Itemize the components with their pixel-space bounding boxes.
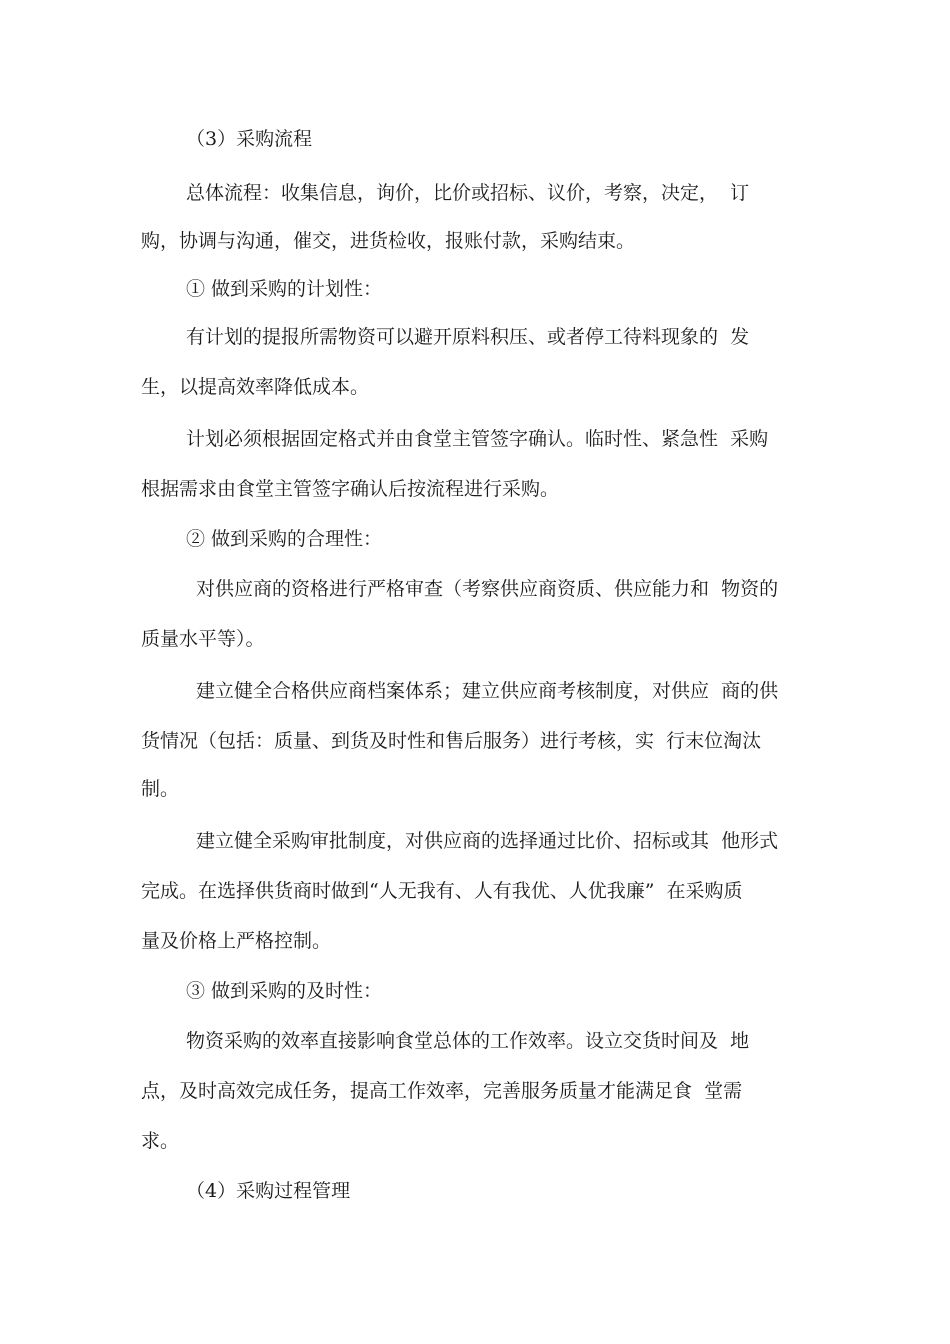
item3-paragraph1-line1: 物资采购的效率直接影响食堂总体的工作效率。设立交货时间及 地: [186, 1030, 750, 1052]
item2-paragraph3-line3: 量及价格上严格控制。: [141, 930, 332, 952]
overall-process-line1: 总体流程：收集信息，询价，比价或招标、议价，考察，决定， 订: [186, 182, 750, 204]
item3-paragraph1-line3: 求。: [141, 1130, 180, 1152]
item2-paragraph3-line1: 建立健全采购审批制度，对供应商的选择通过比价、招标或其 他形式: [196, 830, 779, 852]
item1-heading: ① 做到采购的计划性：: [186, 278, 383, 300]
item2-paragraph2-line1: 建立健全合格供应商档案体系；建立供应商考核制度，对供应 商的供: [196, 680, 779, 702]
item2-heading: ② 做到采购的合理性：: [186, 528, 383, 550]
item1-paragraph2-line2: 根据需求由食堂主管签字确认后按流程进行采购。: [141, 478, 560, 500]
section4-heading: （4）采购过程管理: [186, 1180, 351, 1202]
item3-paragraph1-line2: 点，及时高效完成任务，提高工作效率，完善服务质量才能满足食 堂需: [141, 1080, 743, 1102]
item3-heading: ③ 做到采购的及时性：: [186, 980, 383, 1002]
section3-heading: （3）采购流程: [186, 128, 313, 150]
item2-paragraph2-line3: 制。: [141, 778, 180, 800]
item2-paragraph3-line2: 完成。在选择供货商时做到“人无我有、人有我优、人优我廉” 在采购质: [141, 880, 743, 902]
overall-process-line2: 购，协调与沟通，催交，进货检收，报账付款，采购结束。: [141, 230, 636, 252]
item1-paragraph1-line1: 有计划的提报所需物资可以避开原料积压、或者停工待料现象的 发: [186, 326, 750, 348]
item1-paragraph1-line2: 生，以提高效率降低成本。: [141, 376, 370, 398]
item2-paragraph1-line1: 对供应商的资格进行严格审查（考察供应商资质、供应能力和 物资的: [196, 578, 779, 600]
item2-paragraph2-line2: 货情况（包括：质量、到货及时性和售后服务）进行考核，实 行末位淘汰: [141, 730, 762, 752]
item1-paragraph2-line1: 计划必须根据固定格式并由食堂主管签字确认。临时性、紧急性 采购: [186, 428, 769, 450]
item2-paragraph1-line2: 质量水平等）。: [141, 628, 265, 650]
